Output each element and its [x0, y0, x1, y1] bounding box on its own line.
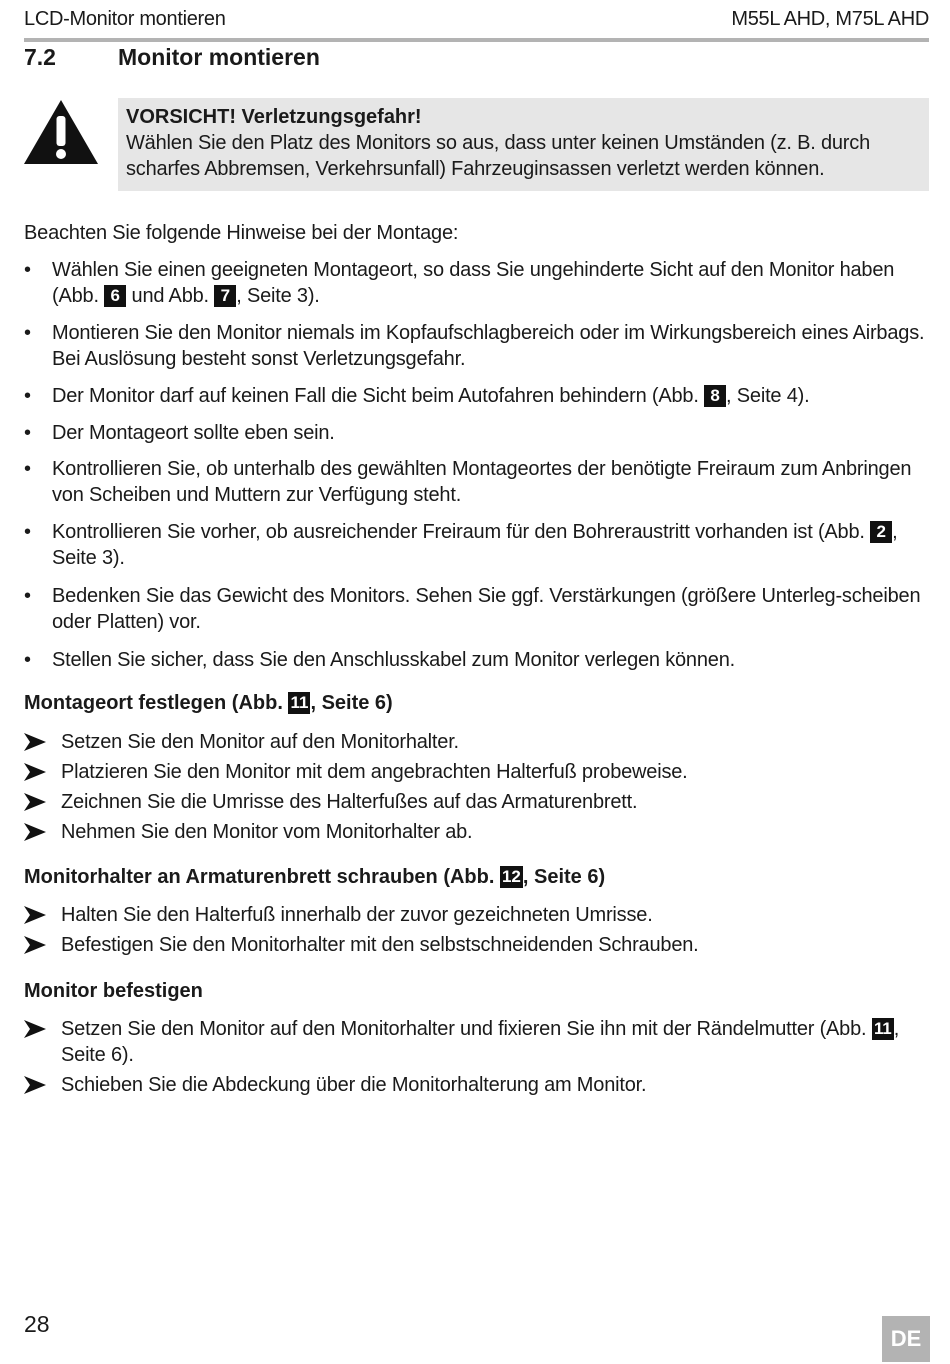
list-item — [24, 456, 930, 508]
list-item — [24, 519, 930, 571]
header-divider — [24, 38, 929, 42]
warning-box — [118, 98, 929, 191]
header-models: M55L AHD, M75L AHD — [731, 8, 929, 30]
warning-title: VORSICHT! Verletzungsgefahr! — [126, 106, 422, 128]
figure-ref: 12 — [501, 867, 521, 886]
page-header — [24, 8, 929, 34]
bullet-text: , Seite 4). — [726, 385, 810, 407]
step-text: Platzieren Sie den Monitor mit dem angebrachten Halterfuß probeweise. — [61, 761, 688, 783]
arrow-right-icon — [24, 793, 46, 811]
subsection-heading — [24, 692, 393, 715]
arrow-right-icon — [24, 823, 46, 841]
list-item — [24, 383, 930, 409]
bullet-dot: • — [24, 322, 31, 344]
bullet-text: , Seite 3). — [236, 285, 320, 307]
bullet-text: Stellen Sie sicher, dass Sie den Anschlusskabel zum Monitor verlegen können. — [52, 649, 735, 671]
list-item — [24, 647, 930, 673]
step-text: Zeichnen Sie die Umrisse des Halterfußes auf das Armaturenbrett. — [61, 791, 638, 813]
step-text: Schieben Sie die Abdeckung über die Monitorhalterung am Monitor. — [61, 1074, 647, 1096]
subsection-title: , Seite 6) — [522, 866, 606, 888]
list-item — [24, 420, 930, 446]
step-item — [24, 1016, 930, 1068]
arrow-right-icon — [24, 1076, 46, 1094]
bullet-dot: • — [24, 259, 31, 281]
bullet-text: Kontrollieren Sie, ob unterhalb des gewählten Montageortes der benötigte Freiraum zum Anbringen von Scheiben und Muttern zur Verfügung steht. — [52, 458, 912, 506]
step-item — [24, 932, 930, 958]
arrow-right-icon — [24, 906, 46, 924]
intro-text: Beachten Sie folgende Hinweise bei der Montage: — [24, 222, 459, 244]
arrow-right-icon — [24, 733, 46, 751]
step-text: Setzen Sie den Monitor auf den Monitorhalter. — [61, 731, 459, 753]
bullet-dot: • — [24, 585, 31, 607]
subsection-title: , Seite 6) — [310, 692, 393, 714]
step-text: , Seite 6). — [61, 1018, 900, 1066]
step-item — [24, 789, 930, 815]
bullet-text: Wählen Sie einen geeigneten Montageort, so dass Sie ungehinderte Sicht auf den Monitor haben (Abb. — [52, 259, 895, 307]
header-chapter: LCD-Monitor montieren — [24, 8, 226, 30]
step-item — [24, 819, 930, 845]
page-number: 28 — [24, 1311, 50, 1337]
subsection-title: Montageort festlegen (Abb. — [24, 692, 289, 714]
step-text: Setzen Sie den Monitor auf den Monitorhalter und fixieren Sie ihn mit der Rändelmutter (Abb. — [61, 1018, 872, 1040]
step-text: Befestigen Sie den Monitorhalter mit den selbstschneidenden Schrauben. — [61, 934, 699, 956]
step-text: Nehmen Sie den Monitor vom Monitorhalter ab. — [61, 821, 473, 843]
bullet-dot: • — [24, 458, 31, 480]
bullet-text: Kontrollieren Sie vorher, ob ausreichender Freiraum für den Bohreraustritt vorhanden ist (Abb. — [52, 521, 871, 543]
list-item — [24, 320, 930, 372]
arrow-right-icon — [24, 763, 46, 781]
bullet-text: Der Monitor darf auf keinen Fall die Sicht beim Autofahren behindern (Abb. — [52, 385, 705, 407]
list-item — [24, 583, 930, 635]
figure-ref: 11 — [872, 1018, 894, 1040]
warning-text: Wählen Sie den Platz des Monitors so aus, dass unter keinen Umständen (z. B. durch scharfes Abbremsen, Verkehrsunfall) Fahrzeuginsassen verletzt werden können. — [126, 132, 870, 180]
language-badge: DE — [882, 1316, 930, 1362]
bullet-text: Montieren Sie den Monitor niemals im Kopfaufschlagbereich oder im Wirkungsbereich eines Airbags. Bei Auslösung besteht sonst Verletzungsgefahr. — [52, 322, 925, 370]
section-title: Monitor montieren — [118, 44, 320, 70]
step-text: Halten Sie den Halterfuß innerhalb der zuvor gezeichneten Umrisse. — [61, 904, 653, 926]
subsection-title: Monitorhalter an Armaturenbrett schrauben (Abb. — [24, 866, 500, 888]
step-item — [24, 1072, 930, 1098]
figure-ref: 2 — [870, 521, 892, 543]
subsection-heading: Monitor befestigen — [24, 980, 203, 1002]
bullet-dot: • — [24, 385, 31, 407]
step-item — [24, 729, 930, 755]
bullet-text: Bedenken Sie das Gewicht des Monitors. Sehen Sie ggf. Verstärkungen (größere Unterleg-scheiben oder Platten) vor. — [52, 585, 921, 633]
section-number: 7.2 — [24, 44, 56, 70]
figure-ref: 6 — [104, 285, 126, 307]
bullet-dot: • — [24, 521, 31, 543]
bullet-dot: • — [24, 649, 31, 671]
bullet-text: , Seite 3). — [52, 521, 898, 569]
arrow-right-icon — [24, 1020, 46, 1038]
list-item — [24, 257, 930, 309]
subsection-heading — [24, 866, 605, 889]
arrow-right-icon — [24, 936, 46, 954]
figure-ref: 7 — [214, 285, 236, 307]
figure-ref: 11 — [288, 692, 310, 714]
step-item — [24, 902, 930, 928]
figure-ref: 8 — [704, 385, 726, 407]
warning-triangle-icon — [22, 98, 100, 166]
step-item — [24, 759, 930, 785]
bullet-text: Der Montageort sollte eben sein. — [52, 422, 335, 444]
bullet-text: und Abb. — [126, 285, 215, 307]
bullet-dot: • — [24, 422, 31, 444]
